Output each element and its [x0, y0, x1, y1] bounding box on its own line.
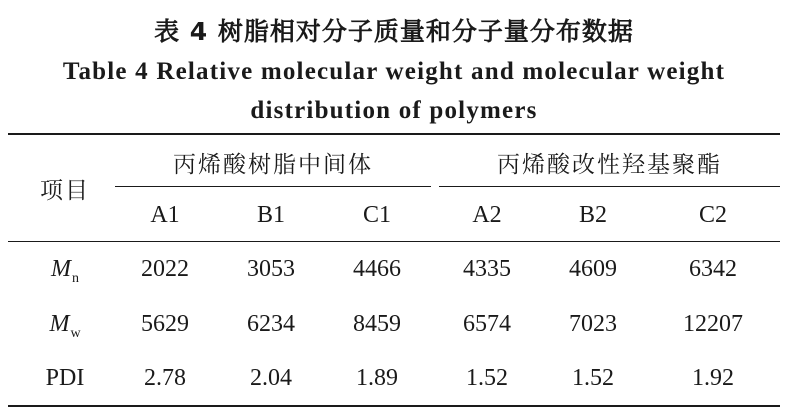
top-rule: [8, 133, 780, 135]
table-cell: 6234: [247, 311, 295, 337]
group-rule-left: [115, 186, 431, 187]
column-header: A1: [150, 202, 180, 228]
table-cell: 6342: [689, 256, 737, 282]
header-rule: [8, 241, 780, 242]
table-cell: 4335: [463, 256, 511, 282]
table-caption-chinese: 表 4 树脂相对分子质量和分子量分布数据: [154, 17, 634, 46]
group-rule-right: [439, 186, 780, 187]
group-header-modified-polyester: 丙烯酸改性羟基聚酯: [497, 152, 722, 178]
table-cell: 7023: [569, 311, 617, 337]
table-cell: 2.04: [250, 365, 292, 391]
row-label-pdi: PDI: [45, 365, 85, 391]
column-header: B2: [578, 202, 607, 228]
table-caption-english-line-2: distribution of polymers: [250, 97, 538, 124]
table-cell: 1.89: [356, 365, 398, 391]
table-cell: 6574: [463, 311, 511, 337]
row-label-mw: $M_w$: [49, 311, 81, 341]
row-label-mn: $M_n$: [51, 256, 79, 286]
column-header: B1: [256, 202, 285, 228]
table-cell: 1.92: [692, 365, 734, 391]
table-caption-english-line-1: Table 4 Relative molecular weight and molecular weight: [62, 58, 726, 85]
table-cell: 4609: [569, 256, 617, 282]
bottom-rule: [8, 405, 780, 407]
table-cell: 5629: [141, 311, 189, 337]
group-header-acrylic-resin: 丙烯酸树脂中间体: [173, 152, 373, 178]
table-cell: 3053: [247, 256, 295, 282]
column-header: C1: [362, 202, 391, 228]
table-cell: 2.78: [144, 365, 186, 391]
row-header-label: 项目: [40, 178, 90, 204]
column-header: C2: [698, 202, 727, 228]
table-cell: 1.52: [466, 365, 508, 391]
column-header: A2: [472, 202, 502, 228]
table-cell: 12207: [683, 311, 743, 337]
table-cell: 1.52: [572, 365, 614, 391]
table-cell: 8459: [353, 311, 401, 337]
table-cell: 4466: [353, 256, 401, 282]
table-cell: 2022: [141, 256, 189, 282]
